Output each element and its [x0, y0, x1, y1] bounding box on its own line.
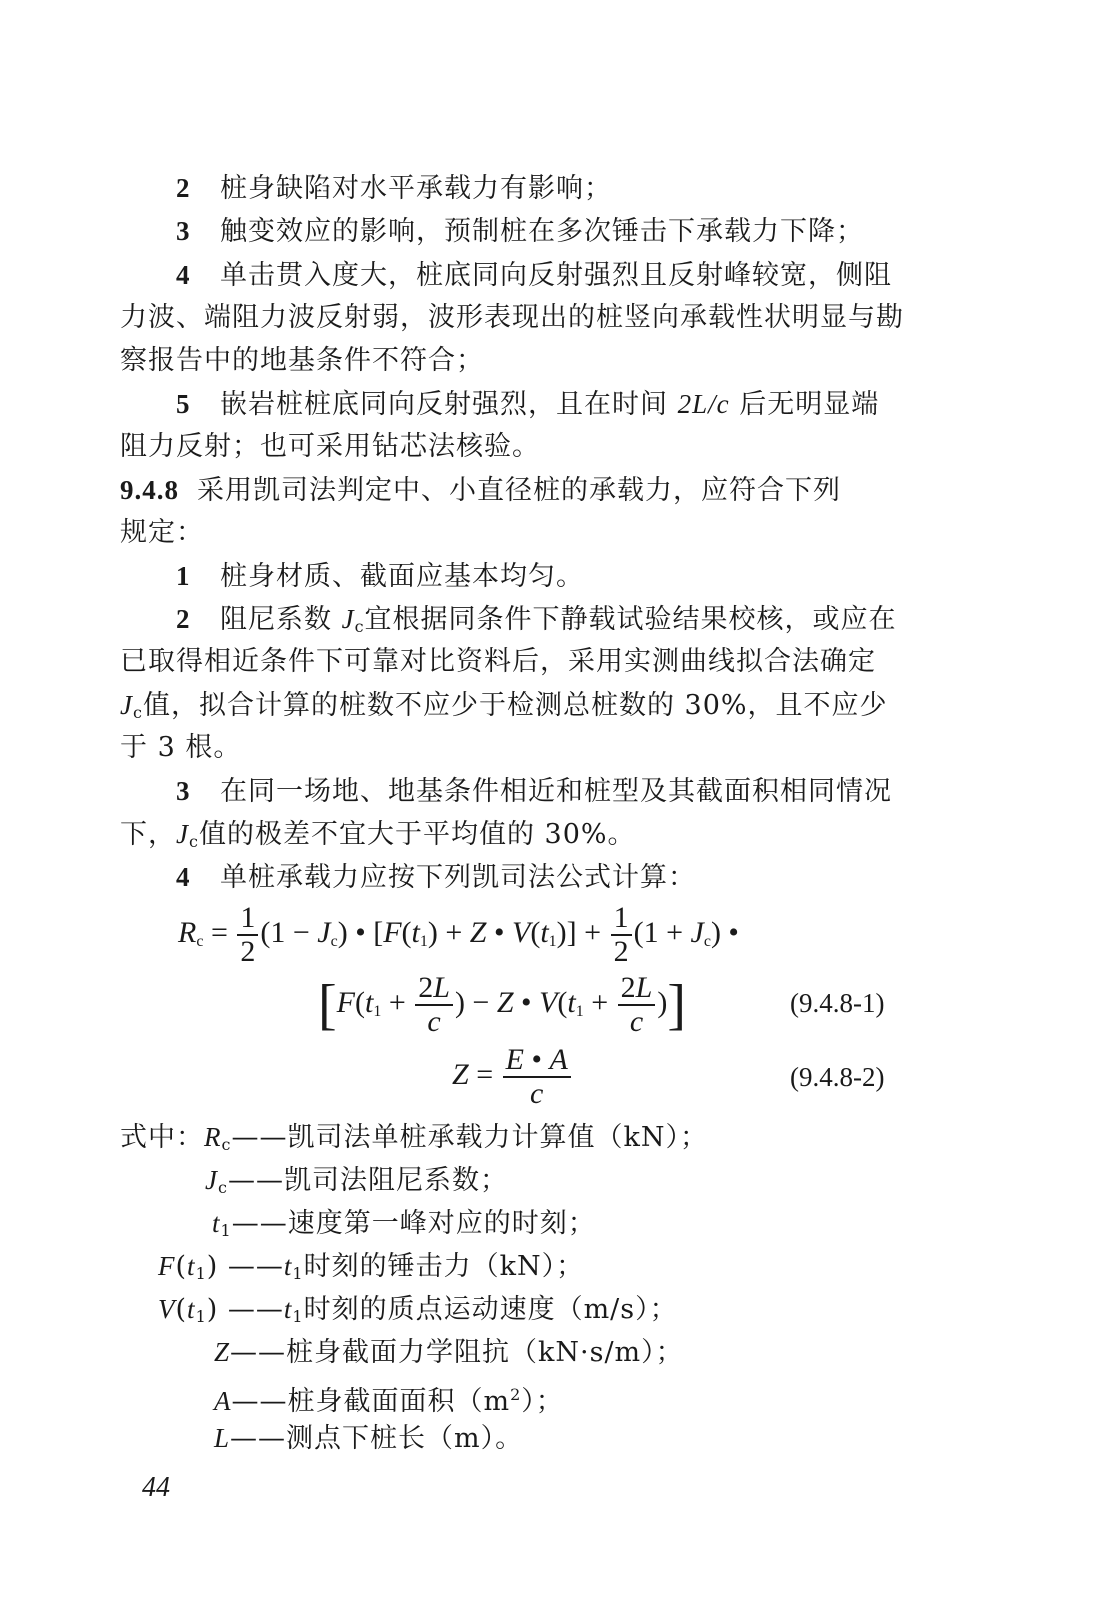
def-Ft1: $F(t_1)$ $——t_1$时刻的锤击力（kN）；: [158, 1251, 585, 1283]
clause-1: 1 桩身材质、截面应基本均匀。: [176, 561, 584, 592]
section-heading: 9.4.8 采用凯司法判定中、小直径桩的承载力，应符合下列: [120, 475, 841, 506]
item-4-line2: 力波、端阻力波反射弱，波形表现出的桩竖向承载性状明显与勘: [120, 302, 904, 333]
def-t1: $t_1——$速度第一峰对应的时刻；: [212, 1208, 596, 1240]
section-heading-line2: 规定：: [120, 517, 204, 548]
equation-2: Z = $\frac{E • A}{c}$: [452, 1044, 573, 1110]
item-3: 3 触变效应的影响，预制桩在多次锤击下承载力下降；: [176, 216, 864, 247]
equation-1-line2: [$F(t_1$ + $\frac{2L}{c}$ ) − Z • $V(t_1$ + $\frac{2L}{c}$ )]: [318, 971, 686, 1038]
equation-1-number: (9.4.8-1): [790, 988, 885, 1018]
item-4-line3: 察报告中的地基条件不符合；: [120, 345, 484, 376]
def-L: L——测点下桩长（m）。: [214, 1423, 524, 1454]
clause-2-line2: 已取得相近条件下可靠对比资料后，采用实测曲线拟合法确定: [120, 646, 876, 677]
item-4: 4 单击贯入度大，桩底同向反射强烈且反射峰较宽，侧阻: [176, 260, 892, 291]
def-Rc: 式中：$R_c——$凯司法单桩承载力计算值（kN）；: [120, 1122, 708, 1154]
clause-4: 4 单桩承载力应按下列凯司法公式计算：: [176, 862, 696, 893]
clause-3: 3 在同一场地、地基条件相近和桩型及其截面积相同情况: [176, 776, 892, 807]
page-number: 44: [142, 1472, 170, 1503]
clause-2-line3: $J_c$值，拟合计算的桩数不应少于检测总桩数的 30%，且不应少: [120, 690, 888, 722]
clause-2: 2 阻尼系数 $J_c$宜根据同条件下静载试验结果校核，或应在: [176, 604, 897, 636]
clause-3-line2: 下，$J_c$值的极差不宜大于平均值的 30%。: [120, 819, 636, 851]
equation-2-number: (9.4.8-2): [790, 1062, 885, 1092]
equation-1-line1: $R_c$ = $\frac{1}{2}$ $(1 - J_c)$ • [$F(t_1) + Z$ • $V(t_1)$] + $\frac{1}{2}$ $(1 + J_c)$ •: [178, 901, 739, 968]
def-Vt1: $V(t_1)$ $——t_1$时刻的质点运动速度（m/s）；: [158, 1294, 678, 1326]
item-2: 2 桩身缺陷对水平承载力有影响；: [176, 173, 612, 204]
clause-2-line4: 于 3 根。: [120, 732, 242, 763]
item-5: 5 嵌岩桩桩底同向反射强烈，且在时间 2L/c 后无明显端: [176, 389, 880, 420]
item-5-line2: 阻力反射；也可采用钻芯法核验。: [120, 431, 540, 462]
def-A: A——桩身截面面积$(m^2)$；: [214, 1385, 564, 1417]
def-Jc: $J_c——$凯司法阻尼系数；: [205, 1165, 508, 1197]
def-Z: Z——桩身截面力学阻抗（kN·s/m）；: [214, 1337, 684, 1368]
